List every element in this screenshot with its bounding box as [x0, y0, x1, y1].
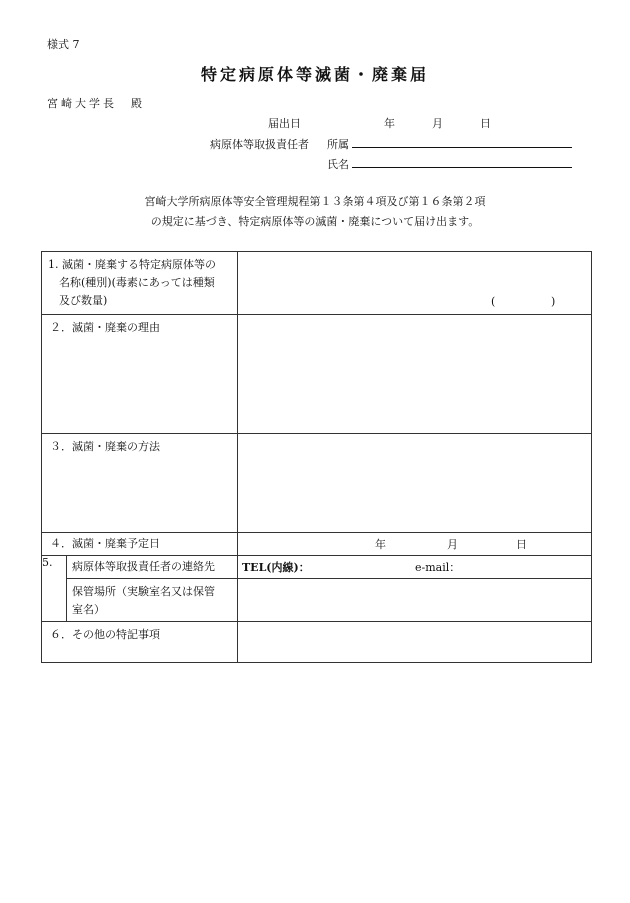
reason-label-cell	[42, 315, 238, 434]
method-label-cell	[42, 434, 238, 533]
table-row	[42, 622, 592, 663]
submission-month-label: 月	[432, 117, 443, 130]
scheduled-year-label: 年	[375, 538, 386, 551]
tel-label: TEL(内線)：	[242, 561, 310, 574]
email-label: e-mail：	[415, 561, 461, 574]
intro-text-line2: の規定に基づき、特定病原体等の滅菌・廃棄について届け出ます。	[150, 215, 480, 228]
document-title: 特定病原体等滅菌・廃棄届	[200, 65, 429, 84]
scheduled-day-label: 日	[516, 538, 527, 551]
reason-field[interactable]	[238, 315, 592, 434]
table-row	[42, 315, 592, 434]
scheduled-date-field[interactable]	[238, 533, 592, 556]
name-field[interactable]	[352, 167, 572, 168]
method-field[interactable]	[238, 434, 592, 533]
pathogen-name-label-line1: 1. 滅菌・廃棄する特定病原体等の	[48, 258, 216, 271]
notification-table	[41, 251, 592, 663]
reason-label: ２．滅菌・廃棄の理由	[50, 321, 160, 334]
method-label: ３．滅菌・廃棄の方法	[50, 440, 160, 453]
table-row	[42, 579, 592, 622]
submission-date-label: 届出日	[268, 117, 301, 130]
other-notes-field[interactable]	[238, 622, 592, 663]
form-number: 様式 7	[47, 38, 80, 51]
storage-label-line2: 室名）	[72, 603, 105, 616]
pathogen-name-label-line3: 及び数量)	[59, 294, 108, 307]
other-notes-label-cell	[42, 622, 238, 663]
affiliation-label: 所属	[327, 138, 349, 151]
storage-label-line1: 保管場所（実験室名又は保管	[72, 585, 215, 598]
submission-day-label: 日	[480, 117, 491, 130]
quantity-paren-close: )	[551, 295, 556, 308]
handler-label: 病原体等取扱責任者	[210, 138, 309, 151]
intro-text-line1: 宮崎大学所病原体等安全管理規程第１３条第４項及び第１６条第２項	[144, 195, 486, 208]
item5-number: 5.	[42, 556, 67, 622]
affiliation-field[interactable]	[352, 147, 572, 148]
table-row	[42, 252, 592, 315]
contact-label-cell	[67, 556, 238, 579]
scheduled-date-label: ４．滅菌・廃棄予定日	[50, 537, 160, 550]
pathogen-name-field[interactable]	[238, 252, 592, 315]
pathogen-name-label-cell	[42, 252, 238, 315]
storage-field[interactable]	[238, 579, 592, 622]
table-row	[42, 434, 592, 533]
addressee: 宮崎大学長 殿	[47, 97, 145, 110]
contact-field[interactable]	[238, 556, 592, 579]
storage-label-cell	[67, 579, 238, 622]
submission-year-label: 年	[384, 117, 395, 130]
contact-label: 病原体等取扱責任者の連絡先	[72, 560, 215, 573]
table-row	[42, 556, 592, 579]
name-label: 氏名	[327, 158, 349, 171]
other-notes-label: ６．その他の特記事項	[50, 628, 160, 641]
pathogen-name-label-line2: 名称(種別)(毒素にあっては種類	[59, 276, 215, 289]
scheduled-date-label-cell	[42, 533, 238, 556]
scheduled-month-label: 月	[447, 538, 458, 551]
quantity-paren-open: (	[491, 295, 496, 308]
table-row	[42, 533, 592, 556]
